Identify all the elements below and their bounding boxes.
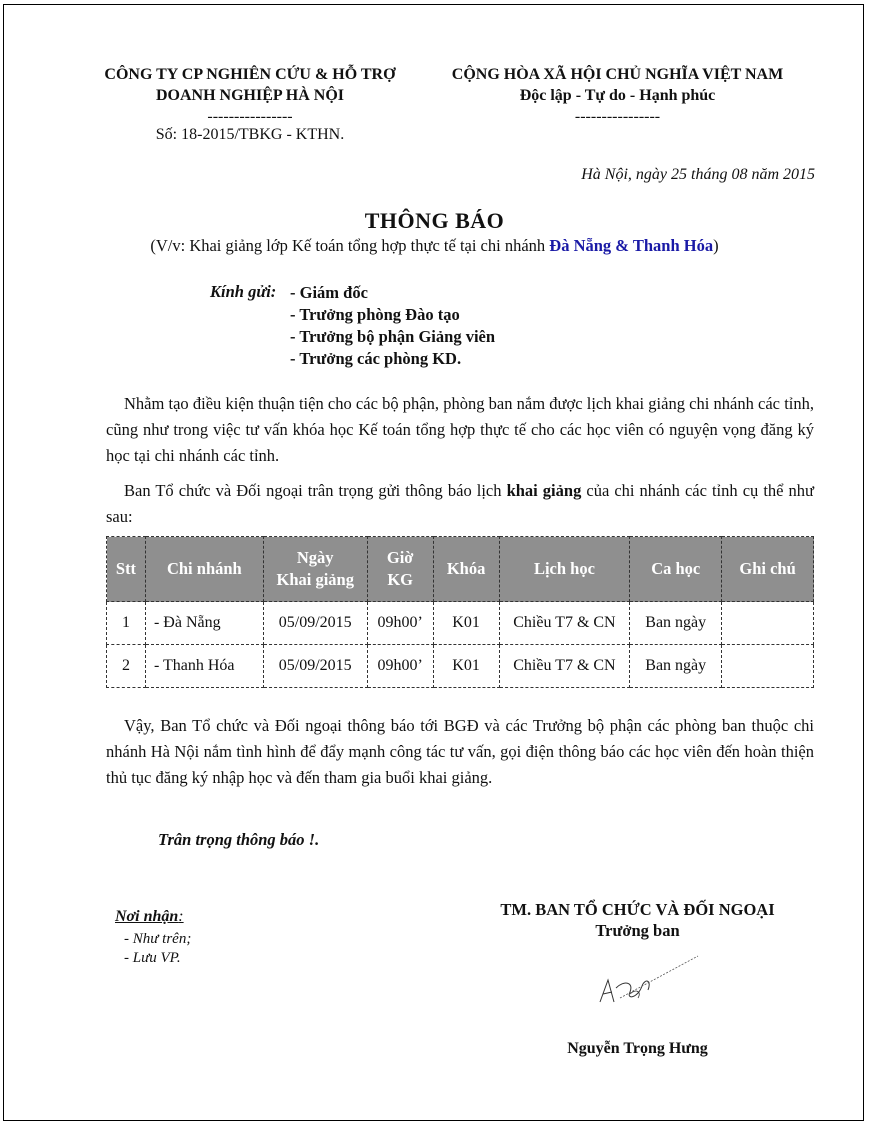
- table-row: [107, 602, 814, 645]
- table-row: [107, 645, 814, 688]
- cell-time: 09h00’: [367, 602, 433, 645]
- cell-time: 09h00’: [367, 645, 433, 688]
- body-paragraph-2: [106, 478, 814, 530]
- cell-note: [722, 602, 814, 645]
- signatory-name: Nguyễn Trọng Hưng: [567, 1040, 708, 1057]
- col-header-course: Khóa: [433, 537, 499, 602]
- recipient-item: - Trưởng các phòng KD.: [290, 349, 462, 368]
- document-number: Số: 18-2015/TBKG - KTHN.: [155, 126, 345, 143]
- recipient-item: - Giám đốc: [290, 283, 368, 302]
- col-header-schedule: Lịch học: [499, 537, 630, 602]
- recipients-footer-list: [124, 930, 191, 968]
- footer-recipient-item: - Như trên;: [124, 931, 192, 947]
- recipients-label: Kính gửi:: [210, 282, 277, 301]
- table-header-row: [107, 537, 814, 602]
- org-name-line1: CÔNG TY CP NGHIÊN CỨU & HỖ TRỢ: [104, 66, 396, 83]
- paragraph-1-text: Nhằm tạo điều kiện thuận tiện cho các bộ phận, phòng ban nắm được lịch khai giảng chi nhánh các tỉnh, cũng như trong việc tư vấn khóa học Kế toán tổng hợp thực tế cho các học viên có nguyện vọng đăng ký học tại chi nhánh các tỉnh.: [106, 394, 814, 465]
- recipient-item: - Trưởng phòng Đào tạo: [290, 305, 460, 324]
- cell-course: K01: [433, 645, 499, 688]
- recipients-footer-label: [115, 908, 184, 926]
- cell-schedule: Chiều T7 & CN: [499, 645, 630, 688]
- footer-recipient-item: - Lưu VP.: [124, 950, 181, 966]
- subject-prefix: (V/v: Khai giảng lớp Kế toán tổng hợp thực tế tại chi nhánh: [150, 236, 550, 255]
- cell-stt: 1: [107, 602, 146, 645]
- noi-nhan-colon: :: [178, 908, 184, 925]
- cell-date: 05/09/2015: [263, 602, 367, 645]
- national-header: [425, 64, 810, 127]
- org-name-line2: DOANH NGHIỆP HÀ NỘI: [155, 87, 344, 104]
- col-header-date-line2: Khai giảng: [276, 570, 354, 589]
- cell-note: [722, 645, 814, 688]
- col-header-stt: Stt: [107, 537, 146, 602]
- closing-remark: Trân trọng thông báo !.: [158, 830, 320, 849]
- nation-divider: ----------------: [574, 108, 661, 125]
- body-paragraph-1: [106, 391, 814, 469]
- cell-shift: Ban ngày: [630, 602, 722, 645]
- subject-suffix: ): [713, 236, 719, 255]
- col-header-note: Ghi chú: [722, 537, 814, 602]
- col-header-time-line1: Giờ: [386, 548, 414, 567]
- paragraph-3-text: Vậy, Ban Tổ chức và Đối ngoại thông báo tới BGĐ và các Trưởng bộ phận các phòng ban thuộc chi nhánh Hà Nội nắm tình hình để đẩy mạnh công tác tư vấn, gọi điện thông báo các học viên đến hoàn thiện thủ tục đăng ký nhập học và đến tham gia buổi khai giảng.: [106, 716, 814, 787]
- col-header-branch: Chi nhánh: [145, 537, 263, 602]
- document-date: Hà Nội, ngày 25 tháng 08 năm 2015: [581, 166, 815, 183]
- nation-motto: Độc lập - Tự do - Hạnh phúc: [519, 87, 716, 104]
- paragraph-2-text-b: của chi nhánh các tỉnh cụ thể như sau:: [106, 481, 814, 526]
- paragraph-2-bold: khai giảng: [506, 481, 582, 500]
- body-paragraph-3: [106, 713, 814, 791]
- col-header-time-line2: KG: [387, 570, 413, 589]
- cell-branch: - Thanh Hóa: [145, 645, 263, 688]
- cell-date: 05/09/2015: [263, 645, 367, 688]
- col-header-shift: Ca học: [630, 537, 722, 602]
- schedule-table: [106, 536, 814, 688]
- paragraph-2-text-a: Ban Tổ chức và Đối ngoại trân trọng gửi thông báo lịch: [124, 481, 507, 500]
- cell-course: K01: [433, 602, 499, 645]
- col-header-date-line1: Ngày: [296, 548, 334, 567]
- cell-stt: 2: [107, 645, 146, 688]
- document-title: THÔNG BÁO: [364, 208, 505, 233]
- signatory-organization: TM. BAN TỔ CHỨC VÀ ĐỐI NGOẠI: [500, 900, 775, 919]
- cell-shift: Ban ngày: [630, 645, 722, 688]
- document-subject: [0, 236, 869, 256]
- signatory-role: Trưởng ban: [595, 921, 680, 940]
- col-header-time: [367, 537, 433, 602]
- cell-branch: - Đà Nẵng: [145, 602, 263, 645]
- recipients-list: [290, 282, 495, 370]
- col-header-date: [263, 537, 367, 602]
- cell-schedule: Chiều T7 & CN: [499, 602, 630, 645]
- organization-header: [80, 64, 420, 127]
- nation-name: CỘNG HÒA XÃ HỘI CHỦ NGHĨA VIỆT NAM: [451, 66, 784, 83]
- recipient-item: - Trưởng bộ phận Giảng viên: [290, 327, 496, 346]
- handwritten-signature: [590, 940, 710, 1015]
- subject-highlight: Đà Nẵng & Thanh Hóa: [549, 236, 714, 255]
- noi-nhan-text: Nơi nhận: [115, 908, 179, 925]
- org-divider: ----------------: [207, 108, 293, 125]
